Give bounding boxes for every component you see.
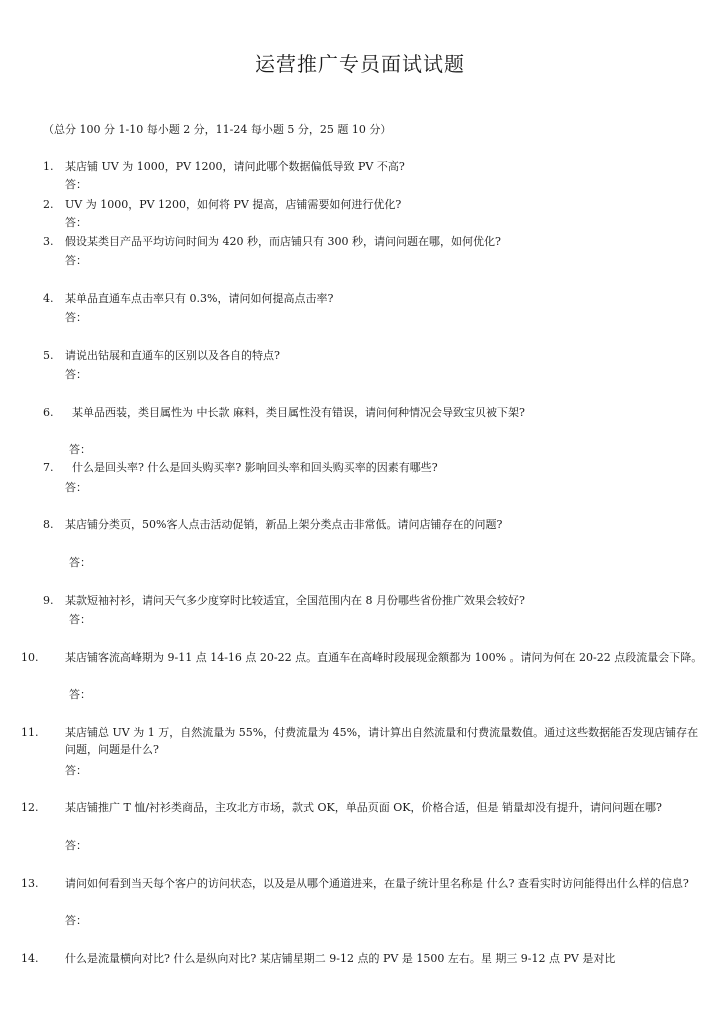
answer-label: 答： bbox=[65, 839, 87, 852]
question-number: 14. bbox=[21, 952, 39, 965]
question-7 bbox=[43, 459, 683, 476]
answer-label: 答： bbox=[69, 443, 91, 456]
answer-label: 答： bbox=[65, 254, 87, 267]
question-text: 某店铺 UV 为 1000，PV 1200，请问此哪个数据偏低导致 PV 不高? bbox=[65, 160, 405, 173]
question-5 bbox=[43, 347, 683, 364]
answer-label: 答： bbox=[65, 481, 87, 494]
question-number: 7. bbox=[43, 461, 54, 474]
answer-label: 答： bbox=[65, 764, 87, 777]
question-text: 某店铺推广 T 恤/衬衫类商品，主攻北方市场，款式 OK，单品页面 OK，价格合适，但是 销量却没有提升，请问问题在哪? bbox=[65, 801, 662, 814]
question-9 bbox=[43, 592, 683, 609]
answer-label: 答： bbox=[65, 216, 87, 229]
question-text: 什么是回头率? 什么是回头购买率? 影响回头率和回头购买率的因素有哪些? bbox=[72, 461, 438, 474]
answer-label: 答： bbox=[69, 556, 91, 569]
answer-label: 答： bbox=[65, 368, 87, 381]
question-number: 5. bbox=[43, 349, 54, 362]
question-number: 6. bbox=[43, 406, 54, 419]
question-1 bbox=[43, 158, 683, 175]
question-text: 某单品直通车点击率只有 0.3%，请问如何提高点击率? bbox=[65, 292, 334, 305]
question-text: 某款短袖衬衫，请问天气多少度穿时比较适宜，全国范围内在 8 月份哪些省份推广效果会较好? bbox=[65, 594, 525, 607]
question-text: 某店铺分类页，50%客人点击活动促销，新品上架分类点击非常低。请问店铺存在的问题? bbox=[65, 518, 503, 531]
question-text: 某单品西装，类目属性为 中长款 麻料，类目属性没有错误，请问何种情况会导致宝贝被下架? bbox=[72, 406, 525, 419]
question-text: 某店铺总 UV 为 1 万，自然流量为 55%，付费流量为 45%，请计算出自然流量和付费流量数值。通过这些数据能否发现店铺存在问题，问题是什么? bbox=[65, 726, 699, 756]
score-note: （总分 100 分 1-10 每小题 2 分，11-24 每小题 5 分，25 题 10 分） bbox=[43, 123, 392, 136]
question-text: 假设某类目产品平均访问时间为 420 秒，而店铺只有 300 秒，请问问题在哪，如何优化? bbox=[65, 235, 501, 248]
question-10 bbox=[21, 649, 705, 666]
question-6 bbox=[43, 404, 563, 421]
answer-label: 答： bbox=[65, 311, 87, 324]
question-4 bbox=[43, 290, 683, 307]
question-text: 请说出钻展和直通车的区别以及各自的特点? bbox=[65, 349, 280, 362]
question-number: 1. bbox=[43, 160, 54, 173]
question-number: 10. bbox=[21, 651, 39, 664]
question-number: 12. bbox=[21, 801, 39, 814]
question-text: 某店铺客流高峰期为 9-11 点 14-16 点 20-22 点。直通车在高峰时段展现金额都为 100% 。请问为何在 20-22 点段流量会下降。 bbox=[65, 651, 703, 664]
question-2 bbox=[43, 196, 683, 213]
question-14 bbox=[21, 950, 705, 967]
page-title: 运营推广专员面试试题 bbox=[255, 52, 465, 76]
answer-label: 答： bbox=[65, 914, 87, 927]
question-13 bbox=[21, 875, 705, 892]
question-number: 4. bbox=[43, 292, 54, 305]
question-11 bbox=[21, 724, 705, 758]
question-number: 3. bbox=[43, 235, 54, 248]
question-text: UV 为 1000，PV 1200，如何将 PV 提高，店铺需要如何进行优化? bbox=[65, 198, 402, 211]
question-number: 9. bbox=[43, 594, 54, 607]
question-text: 什么是流量横向对比? 什么是纵向对比? 某店铺星期二 9-12 点的 PV 是 1500 左右。星 期三 9-12 点 PV 是对比 bbox=[65, 952, 616, 965]
question-text: 请问如何看到当天每个客户的访问状态，以及是从哪个通道进来，在量子统计里名称是 什么? 查看实时访问能得出什么样的信息? bbox=[65, 877, 689, 890]
question-number: 11. bbox=[21, 726, 39, 739]
question-12 bbox=[21, 799, 705, 816]
answer-label: 答： bbox=[65, 178, 87, 191]
question-8 bbox=[43, 516, 543, 533]
question-number: 8. bbox=[43, 518, 54, 531]
question-number: 13. bbox=[21, 877, 39, 890]
answer-label: 答： bbox=[69, 613, 91, 626]
answer-label: 答： bbox=[69, 688, 91, 701]
question-number: 2. bbox=[43, 198, 54, 211]
question-3 bbox=[43, 233, 683, 250]
